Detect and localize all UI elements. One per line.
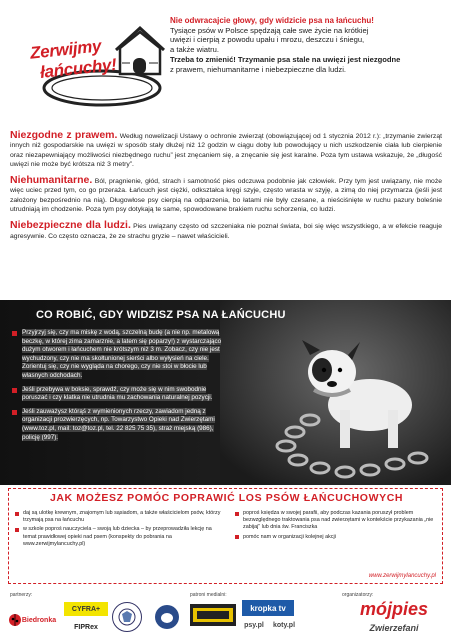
bullet-icon bbox=[235, 512, 239, 516]
section-inhumane bbox=[10, 176, 442, 214]
header bbox=[0, 0, 451, 122]
koty-pl-logo: koty.pl bbox=[272, 621, 296, 629]
list-item bbox=[12, 329, 224, 381]
panel-title: CO ROBIĆ, GDY WIDZISZ PSA NA ŁAŃCUCHU bbox=[36, 309, 286, 321]
panel-list bbox=[12, 329, 224, 447]
header-headline: Nie odwracajcie głowy, gdy widzicie psa na łańcuchu! bbox=[170, 16, 374, 25]
dog-icon bbox=[152, 604, 182, 630]
how-to-help-box bbox=[8, 488, 443, 584]
list-item-text: Przyjrzyj się, czy ma miskę z wodą, szczelną budę (a nie np. metalową beczkę, w której zima zamarznie, a latem się poparzy!) z wystarczająco dużym otworem i łańcuchem nie krótszym niż 3 m. Zobacz, czy nie jest wychudzony, czy nie ma skołtunionej sierści albo wyłysień na ciele. Zorientuj się, czy nie wygląda na chorego, czy nie stoi w błocie lub własnych odchodach. bbox=[22, 329, 222, 379]
campaign-url-link[interactable]: www.zerwijmylancuchy.pl bbox=[368, 573, 436, 579]
bullet-icon bbox=[12, 388, 17, 393]
magazine-mark-icon bbox=[193, 608, 233, 622]
header-line: a także wiatru. bbox=[170, 45, 219, 55]
section-illegal bbox=[10, 131, 442, 169]
list-item-text: w szkole poproś nauczyciela – swoją lub dziecka – by przeprowadziła lekcję na temat prawidłowej opieki nad psem (konspekty do pobrania na www.zerwijmylancuchy.pl) bbox=[23, 526, 212, 547]
media-label: patroni medialni: bbox=[190, 592, 227, 598]
header-line: uwięzi i cierpią z powodu upału i mrozu, deszczu i śniegu, bbox=[170, 35, 365, 45]
list-item bbox=[235, 510, 439, 532]
section-dangerous bbox=[10, 221, 442, 241]
fiprex-logo: FIPRex bbox=[74, 623, 98, 631]
list-item-text: Jeśli przebywa w boksie, sprawdź, czy może się w nim swobodnie poruszać i czy klatka nie utrudnia mu zachowania naturalnej pozycji. bbox=[22, 385, 213, 402]
header-line: Tysiące psów w Polsce spędzają całe swe życie na krótkiej bbox=[170, 25, 369, 35]
list-item bbox=[15, 510, 225, 524]
chained-dog-photo bbox=[220, 300, 451, 485]
bullet-icon bbox=[15, 528, 19, 532]
cyfra-logo: CYFRA+ bbox=[64, 602, 108, 616]
partners-label: partnerzy: bbox=[10, 592, 33, 598]
header-line: z prawem, niehumanitarne i niebezpieczne dla ludzi. bbox=[170, 64, 347, 74]
logo-text-line1: Zerwijmy bbox=[29, 36, 103, 63]
bullet-icon bbox=[12, 331, 17, 336]
help-title: JAK MOŻESZ POMÓC POPRAWIĆ LOS PSÓW ŁAŃCUCHOWYCH bbox=[49, 492, 404, 504]
shield-icon bbox=[118, 608, 136, 626]
footer-sponsors bbox=[0, 590, 451, 640]
list-item bbox=[15, 526, 225, 548]
moj-pies-logo: mójpies bbox=[359, 598, 429, 619]
list-item bbox=[12, 408, 224, 442]
ladybug-icon bbox=[8, 613, 22, 627]
organizer-label: organizatorzy: bbox=[342, 592, 374, 598]
psy-pl-logo: psy.pl bbox=[244, 621, 264, 629]
list-item bbox=[235, 534, 439, 541]
bullet-icon bbox=[235, 535, 239, 539]
header-intro bbox=[170, 16, 438, 74]
logo-text-line2: łańcuchy! bbox=[39, 55, 118, 82]
campaign-logo bbox=[24, 18, 166, 114]
zwierzefani-logo: Zwierzefani bbox=[369, 623, 419, 633]
list-item-text: Jeśli zauważysz którąś z wymienionych rzeczy, zawiadom jedną z organizacji prozwierzęcych, np. Towarzystwo Opieki nad Zwierzętami (www.toz.pl, mail: toz@toz.pl, tel. 22 825 75 35), straż miejską (986), policję (997). bbox=[22, 407, 215, 441]
help-left-column bbox=[15, 510, 225, 550]
section-title: Niebezpieczne dla ludzi. bbox=[10, 219, 131, 232]
dog-badge-logo bbox=[150, 604, 184, 630]
badge-logo bbox=[112, 602, 142, 632]
what-to-do-panel bbox=[0, 300, 451, 485]
section-title: Niezgodne z prawem. bbox=[10, 129, 118, 141]
list-item bbox=[12, 386, 224, 403]
biedronka-logo bbox=[6, 606, 58, 634]
magazine-logo bbox=[190, 604, 236, 626]
section-body: Pies uwiązany często od szczeniaka nie poznał świata, boi się więc wszystkiego, a w efekcie reaguje agresywnie. Co często oznacza, że ze strachu gryzie – nawet właścicieli. bbox=[10, 223, 443, 240]
argument-sections bbox=[10, 131, 442, 248]
bullet-icon bbox=[12, 410, 17, 415]
section-body: Ból, pragnienie, głód, strach i samotność pies odczuwa podobnie jak człowiek. Przy tym jest uwiązany, nie może więc uciec przed tym, co go przeraża. Łańcuch jest ciężki, odkształca kręgi szyje, często wrasta w szyję, a zimą do niej przymarza (jeśli jest założony bezpośrednio na nią). Długowłose psy cierpią na odparzenia, bo łatami nie były czesane, a nieściśnięte w ruchu pazury boleśnie utrudniają im chodzenie. Poza tym psy dotykają te same, spowodowane brakiem ruchu schorzenia, co ludzi. bbox=[10, 178, 442, 214]
list-item-text: daj są ulotkę krewnym, znajomym lub sąsiadom, a także właścicielom psów, którzy trzymają psa na łańcuchu bbox=[23, 510, 221, 524]
list-item-text: poproś księdza w swojej parafii, aby podczas kazania poruszył problem bezwzględnego traktowania psa nad zwierzętami w kontekście przykazania „nie zabijaj” lub dnia św. Franciszka bbox=[243, 510, 434, 531]
list-item-text: pomóc nam w organizacji kolejnej akcji bbox=[243, 533, 336, 540]
section-title: Niehumanitarne. bbox=[10, 174, 93, 187]
header-callout: Trzeba to zmienić! Trzymanie psa stale na uwięzi jest niezgodne bbox=[170, 54, 401, 64]
section-body: Według nowelizacji Ustawy o ochronie zwierząt (obowiązującej od 1 stycznia 2012 r.): „trzymanie zwierząt innych niż gospodarskie na uwięzi w sposób stały dłużej niż 12 godzin w ciągu doby lub powodujący u nich uszkodzenie ciała lub cierpienie oraz niezapewniający możliwości niezbędnego ruchu” jest znęcaniem się, a znęcanie się jest karalne. Poza tym ustawa wskazuje, że „długość uwięzi nie może być krótsza niż 3 metry”. bbox=[10, 133, 442, 168]
logo-text: Biedronka bbox=[21, 616, 57, 624]
help-right-column bbox=[235, 510, 439, 543]
kropka-tv-logo: kropka tv bbox=[242, 600, 294, 616]
bullet-icon bbox=[15, 512, 19, 516]
